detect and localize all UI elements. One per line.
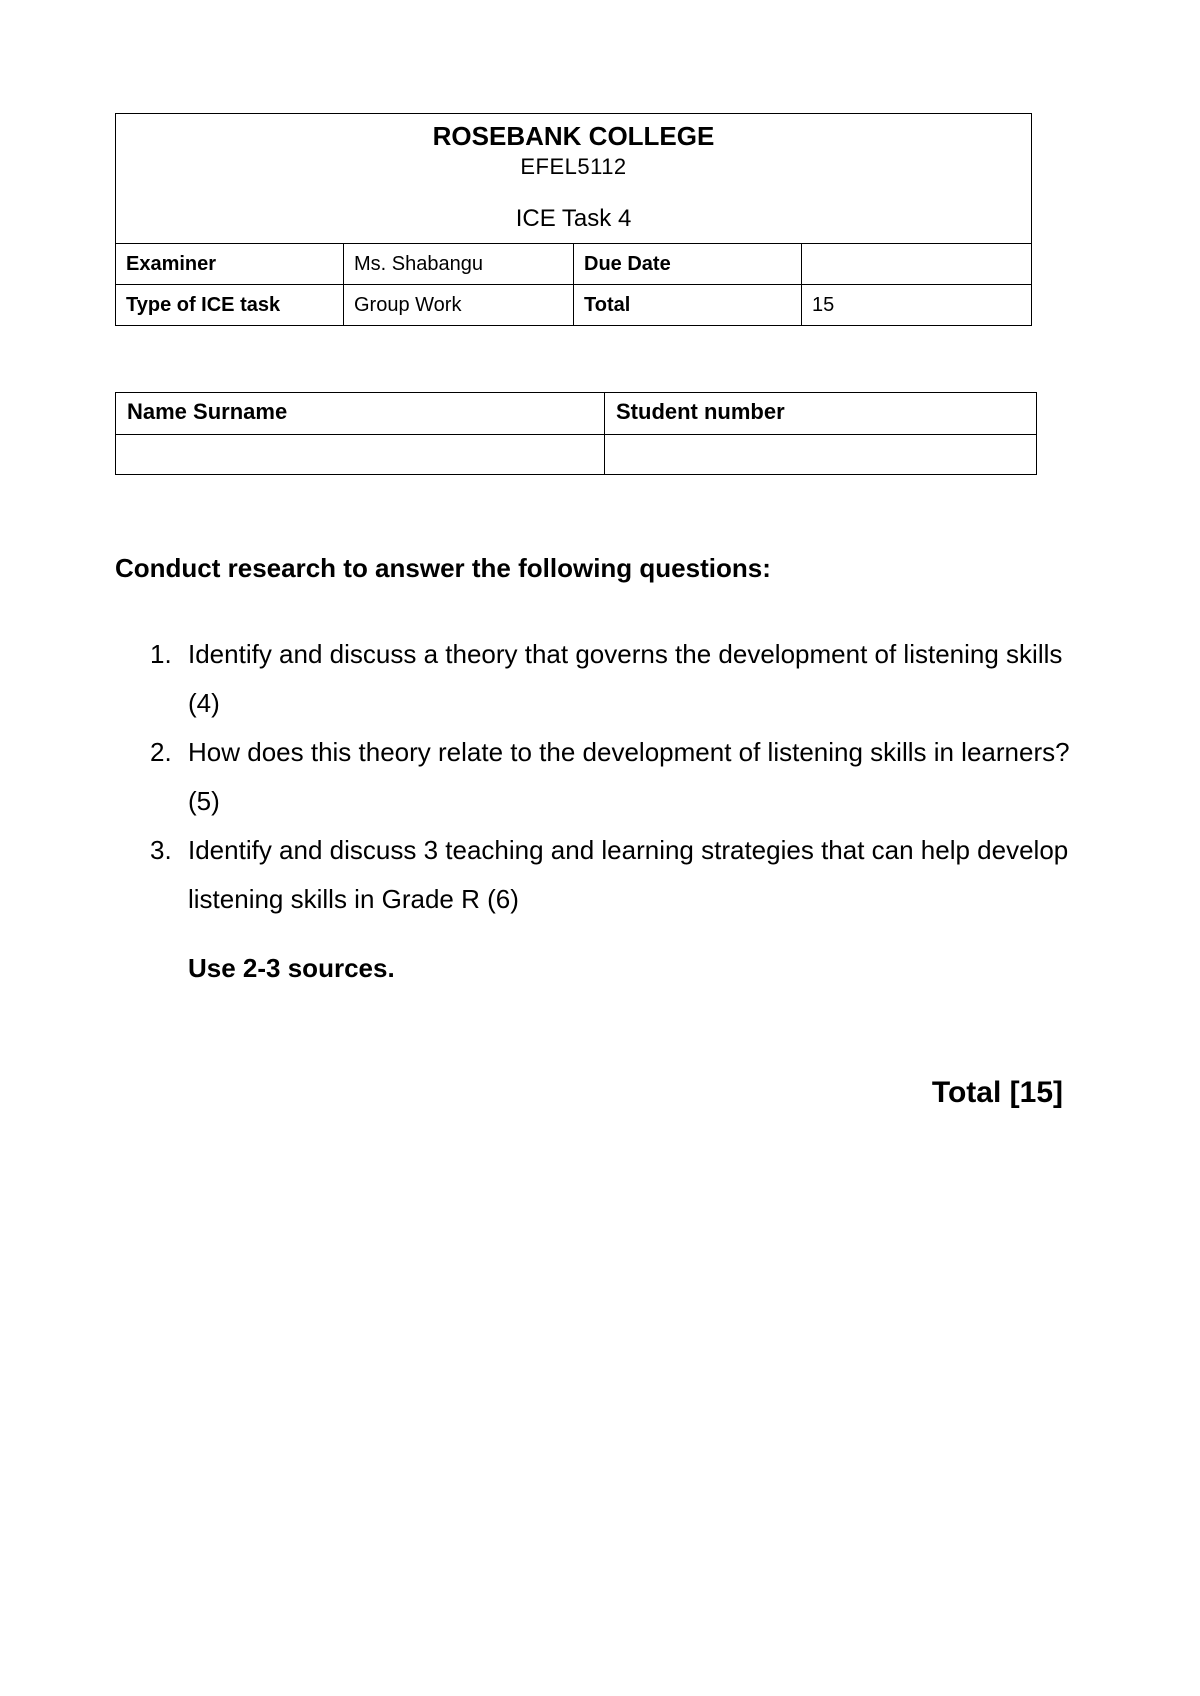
- student-entry-row: [116, 435, 1037, 475]
- sources-note: Use 2-3 sources.: [188, 953, 395, 983]
- total-label: Total: [574, 285, 802, 326]
- question-text: Identify and discuss a theory that governs the development of listening skills (4): [188, 639, 1063, 718]
- question-number: 1.: [150, 639, 172, 669]
- question-number: 2.: [150, 737, 172, 767]
- student-number-field[interactable]: [605, 435, 1037, 475]
- examiner-value: Ms. Shabangu: [344, 244, 574, 285]
- student-details-table: [115, 392, 1037, 475]
- task-header-table: [115, 113, 1032, 326]
- examiner-label: Examiner: [116, 244, 344, 285]
- question-item: [150, 826, 1080, 924]
- title-cell: [116, 114, 1032, 244]
- student-number-header: Student number: [605, 393, 1037, 435]
- total-value: 15: [802, 285, 1032, 326]
- student-header-row: [116, 393, 1037, 435]
- total-marks: Total [15]: [931, 1076, 1063, 1109]
- question-list: [150, 630, 1080, 924]
- task-name: ICE Task 4: [515, 205, 632, 232]
- name-surname-field[interactable]: [116, 435, 605, 475]
- course-code: EFEL5112: [520, 154, 627, 179]
- question-text: Identify and discuss 3 teaching and learning strategies that can help develop listening skills in Grade R (6): [188, 835, 1069, 914]
- task-type-row: [116, 285, 1032, 326]
- question-item: [150, 728, 1080, 826]
- question-text: How does this theory relate to the development of listening skills in learners? (5): [188, 737, 1070, 816]
- task-type-value: Group Work: [344, 285, 574, 326]
- due-date-value: [802, 244, 1032, 285]
- question-number: 3.: [150, 835, 172, 865]
- task-type-label: Type of ICE task: [116, 285, 344, 326]
- examiner-row: [116, 244, 1032, 285]
- question-item: [150, 630, 1080, 728]
- due-date-label: Due Date: [574, 244, 802, 285]
- instructions-heading: Conduct research to answer the following questions:: [115, 553, 771, 583]
- name-surname-header: Name Surname: [116, 393, 605, 435]
- college-name: ROSEBANK COLLEGE: [432, 121, 715, 151]
